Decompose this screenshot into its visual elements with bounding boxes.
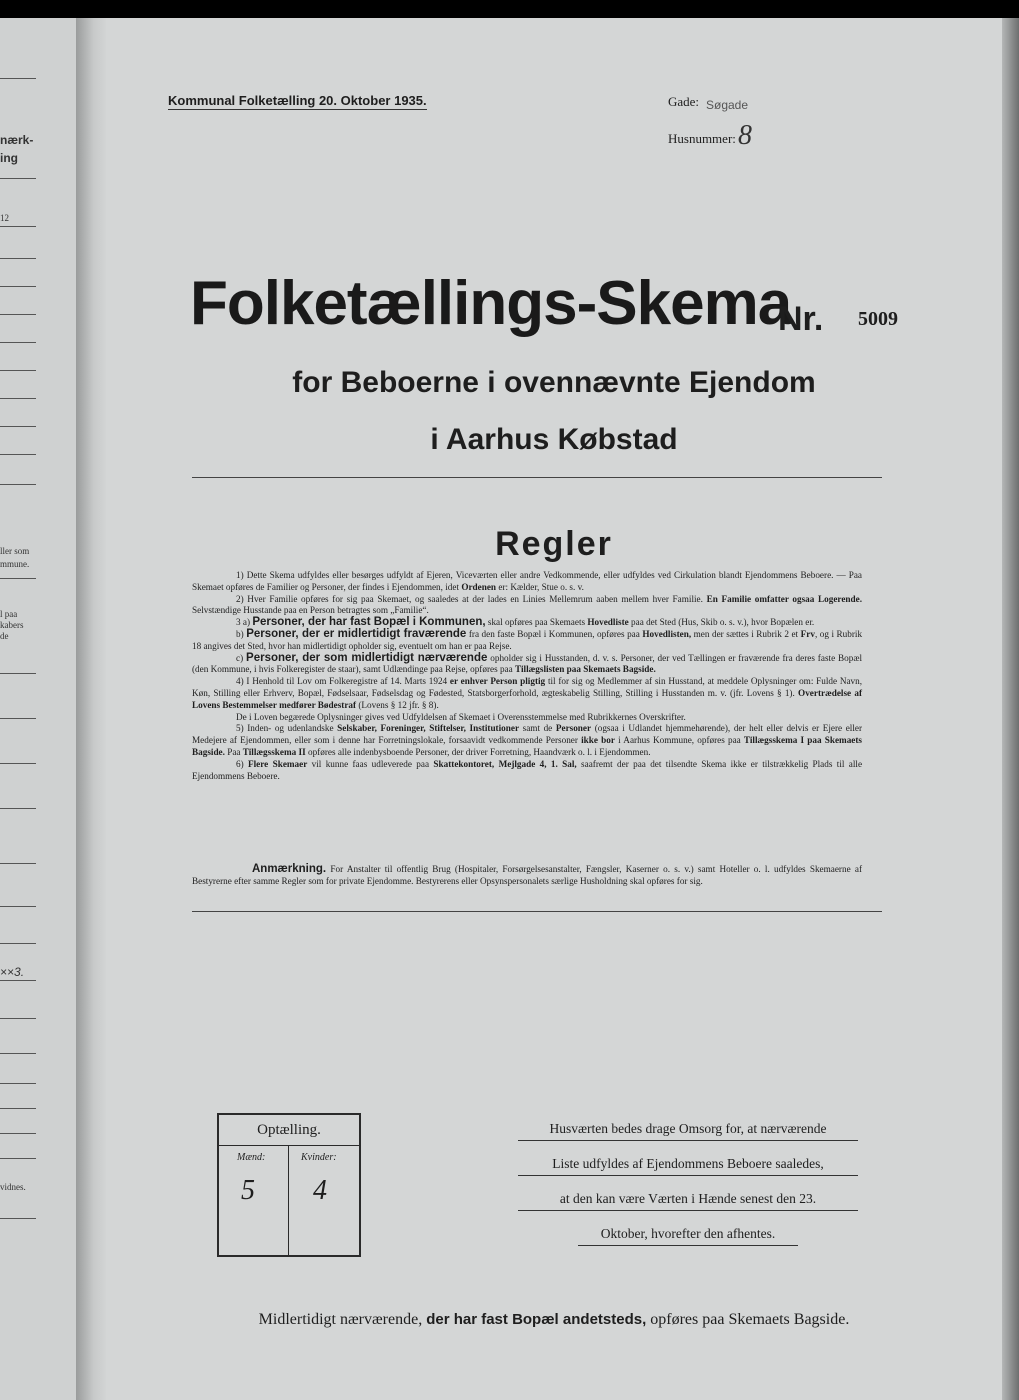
left-fragment: ing	[0, 151, 18, 165]
left-fragment: ××3.	[0, 965, 25, 979]
women-value: 4	[313, 1175, 327, 1206]
left-fragment: l paa	[0, 609, 18, 619]
rule-3a: 3 a) Personer, der har fast Bopæl i Kommunen, skal opføres paa Skemaets Hovedliste paa det Sted (Hus, Skib o. s. v.), hvor Bopælen er.	[236, 616, 815, 629]
women-label: Kvinder:	[301, 1152, 337, 1163]
landlord-notice-line: at den kan være Værten i Hænde senest den 23.	[518, 1188, 858, 1211]
left-fragment: 12	[0, 213, 9, 223]
footer-note: Midlertidigt nærværende, der har fast Bopæl andetsteds, opføres paa Skemaets Bagside.	[258, 1311, 850, 1328]
rule-4-note: De i Loven begærede Oplysninger gives ved Udfyldelsen af Skemaet i Overensstemmelse med Rubrikkernes Overskrifter.	[236, 711, 686, 722]
form-number-value: 5009	[858, 308, 898, 330]
left-page-fragment	[0, 18, 76, 1400]
left-fragment: nærk-	[0, 133, 34, 147]
men-value: 5	[241, 1175, 255, 1206]
rule-2: 2) Hver Familie opføres for sig paa Skemaet, og saaledes at der lades en Linies Mellemrum aaben mellem hver Familie. En Familie omfatter ogsaa Logerende. Selvstændige Husstande paa en Person betragtes som „Familie“.	[192, 593, 862, 616]
count-title: Optælling.	[219, 1115, 359, 1146]
left-fragment: kabers	[0, 620, 24, 630]
remark-label: Anmærkning.	[252, 863, 327, 875]
house-number-value: 8	[738, 120, 752, 151]
rule-3b: b) Personer, der er midlertidigt fraværende fra den faste Bopæl i Kommunen, opføres paa Hovedlisten, men der sættes i Rubrik 2 et Frv, og i Rubrik 18 angives det Sted, hvor han midlertidigt opholder sig, eventuelt om han er paa Rejse.	[192, 627, 863, 651]
left-fragment: de	[0, 631, 9, 641]
landlord-notice-line: Oktober, hvorefter den afhentes.	[578, 1223, 798, 1246]
rule-6: 6) Flere Skemaer vil kunne faas udleverede paa Skattekontoret, Mejlgade 4, 1. Sal, saafremt der paa det tilsendte Skema ikke er tilstrækkelig Plads til alle Ejendommens Beboere.	[192, 758, 863, 781]
form-subtitle-city: i Aarhus Købstad	[430, 423, 678, 456]
left-fragment: mmune.	[0, 559, 30, 569]
men-label: Mænd:	[237, 1152, 266, 1163]
left-fragment: ller som	[0, 546, 30, 556]
divider	[192, 477, 882, 478]
left-fragment: vidnes.	[0, 1182, 26, 1192]
house-number-label: Husnummer:	[668, 131, 736, 146]
rule-1: 1) Dette Skema udfyldes eller besørges udfyldt af Ejeren, Viceværten eller andre Vedkommende, eller udfyldes ved Cirkulation blandt Ejendommens Beboere. — Paa Skemaet opføres de Familier og Personer, der findes i Ejendommen, idet Ordenen er: Kælder, Stue o. s. v.	[192, 570, 862, 592]
street-label: Gade:	[668, 94, 700, 109]
landlord-notice-line: Husværten bedes drage Omsorg for, at nærværende	[518, 1118, 858, 1141]
count-box	[217, 1113, 361, 1257]
landlord-notice	[518, 1118, 858, 1258]
count-divider	[288, 1146, 289, 1255]
remark-text: Anmærkning. For Anstalter til offentlig Brug (Hospitaler, Forsørgelsesanstalter, Fængsler, Kaserner o. s. v.) samt Hoteller o. l. udfyldes Skemaerne af Bestyrerne efter samme Regler som for private Ejendomme. Bestyrerens eller Opsynspersonalets særlige Husholdning skal opføres for sig.	[192, 863, 863, 886]
rules-heading: Regler	[495, 525, 613, 563]
census-form-page	[106, 18, 1002, 1400]
form-title: Folketællings-Skema	[190, 269, 792, 338]
street-value: Søgade	[706, 98, 749, 112]
rules-text	[192, 570, 862, 782]
form-number-label: Nr.	[778, 300, 824, 338]
rule-3c: c) Personer, der som midlertidigt nærværende opholder sig i Husstanden, d. v. s. Personer, der ved Tællingen er fraværende fra deres faste Bopæl (den Kommune, i hvis Folkeregister de staar), samt Udlændinge paa Rejse, opføres paa Tillægslisten paa Skemaets Bagside.	[192, 651, 863, 675]
book-gutter	[76, 18, 106, 1400]
page-edge	[1002, 18, 1019, 1400]
divider	[192, 911, 882, 912]
rule-5: 5) Inden- og udenlandske Selskaber, Foreninger, Stiftelser, Institutioner samt de Personer (ogsaa i Udlandet hjemmehørende), der helt eller delvis er Ejere eller Medejere af Ejendommen, eller som i denne har Forretningslokale, forsaavidt vedkommende Personer ikke bor i Aarhus Kommune, opføres paa Tillægsskema I paa Skemaets Bagside. Paa Tillægsskema II opføres alle indenbysboende Personer, der driver Forretning, Haandværk o. l. i Ejendommen.	[192, 723, 863, 757]
landlord-notice-line: Liste udfyldes af Ejendommens Beboere saaledes,	[518, 1153, 858, 1176]
rule-4: 4) I Henhold til Lov om Folkeregistre af 14. Marts 1924 er enhver Person pligtig til for sig og Medlemmer af sin Husstand, at meddele Oplysninger om: Fulde Navn, Køn, Stilling eller Erhverv, Bopæl, Fødselsaar, Fødselsdag og Fødested, Statsborgerforhold, ægteskabelig Stilling, Stilling i Husstanden m. v. (jfr. Lovens § 1). Overtrædelse af Lovens Bestemmelser medfører Bødestraf (Lovens § 12 jfr. § 8).	[192, 676, 863, 710]
census-header: Kommunal Folketælling 20. Oktober 1935.	[168, 93, 427, 108]
form-subtitle: for Beboerne i ovennævnte Ejendom	[292, 366, 816, 399]
